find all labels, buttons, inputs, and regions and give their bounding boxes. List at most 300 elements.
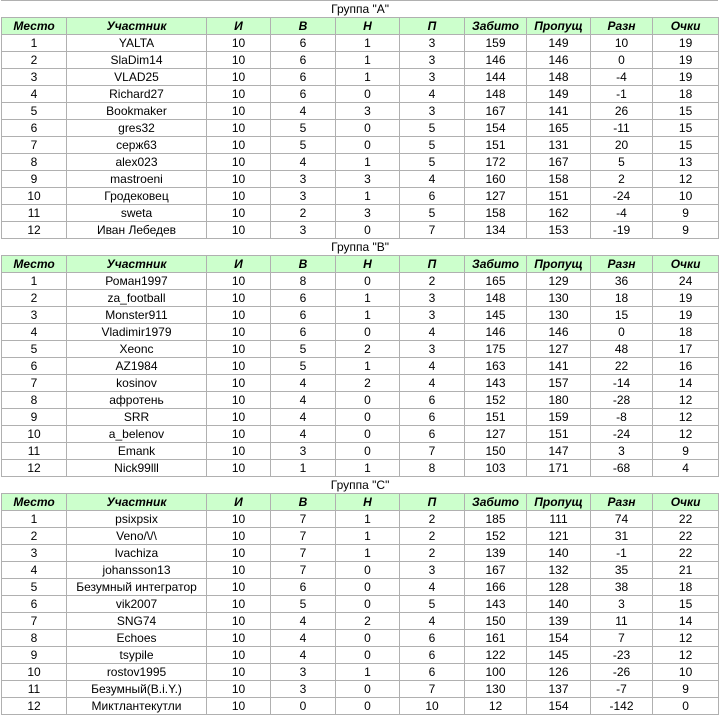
cell-difference: 31 bbox=[591, 528, 653, 545]
cell-played: 10 bbox=[207, 273, 271, 290]
cell-difference: 3 bbox=[591, 596, 653, 613]
cell-points: 16 bbox=[653, 358, 719, 375]
cell-losses: 3 bbox=[400, 69, 465, 86]
cell-scored: 146 bbox=[465, 324, 527, 341]
cell-difference: -8 bbox=[591, 409, 653, 426]
cell-wins: 4 bbox=[271, 409, 336, 426]
cell-losses: 4 bbox=[400, 324, 465, 341]
cell-draws: 1 bbox=[336, 460, 400, 477]
cell-participant: VLAD25 bbox=[67, 69, 207, 86]
cell-participant: Иван Лебедев bbox=[67, 222, 207, 239]
column-header-difference: Разн bbox=[591, 494, 653, 511]
table-row bbox=[2, 188, 719, 205]
cell-draws: 0 bbox=[336, 409, 400, 426]
cell-draws: 0 bbox=[336, 698, 400, 715]
cell-conceded: 126 bbox=[527, 664, 591, 681]
cell-scored: 134 bbox=[465, 222, 527, 239]
cell-wins: 5 bbox=[271, 341, 336, 358]
cell-played: 10 bbox=[207, 647, 271, 664]
cell-participant: kosinov bbox=[67, 375, 207, 392]
cell-difference: -7 bbox=[591, 681, 653, 698]
cell-conceded: 140 bbox=[527, 545, 591, 562]
cell-played: 10 bbox=[207, 511, 271, 528]
cell-conceded: 111 bbox=[527, 511, 591, 528]
cell-place: 6 bbox=[2, 358, 67, 375]
column-header-place: Место bbox=[2, 18, 67, 35]
cell-played: 10 bbox=[207, 409, 271, 426]
cell-played: 10 bbox=[207, 35, 271, 52]
cell-place: 12 bbox=[2, 460, 67, 477]
cell-played: 10 bbox=[207, 341, 271, 358]
cell-losses: 4 bbox=[400, 86, 465, 103]
cell-place: 4 bbox=[2, 86, 67, 103]
cell-participant: Echoes bbox=[67, 630, 207, 647]
column-header-played: И bbox=[207, 256, 271, 273]
cell-draws: 1 bbox=[336, 52, 400, 69]
column-header-losses: П bbox=[400, 18, 465, 35]
cell-place: 2 bbox=[2, 290, 67, 307]
table-row bbox=[2, 460, 719, 477]
cell-conceded: 141 bbox=[527, 103, 591, 120]
cell-participant: rostov1995 bbox=[67, 664, 207, 681]
cell-place: 10 bbox=[2, 188, 67, 205]
cell-scored: 152 bbox=[465, 392, 527, 409]
cell-conceded: 154 bbox=[527, 698, 591, 715]
column-header-row bbox=[2, 494, 719, 511]
cell-points: 19 bbox=[653, 307, 719, 324]
cell-points: 14 bbox=[653, 613, 719, 630]
cell-wins: 4 bbox=[271, 375, 336, 392]
cell-points: 15 bbox=[653, 596, 719, 613]
cell-draws: 0 bbox=[336, 120, 400, 137]
cell-conceded: 129 bbox=[527, 273, 591, 290]
cell-place: 7 bbox=[2, 375, 67, 392]
table-row bbox=[2, 307, 719, 324]
cell-draws: 1 bbox=[336, 290, 400, 307]
cell-draws: 0 bbox=[336, 562, 400, 579]
table-row bbox=[2, 86, 719, 103]
cell-wins: 3 bbox=[271, 681, 336, 698]
cell-place: 7 bbox=[2, 613, 67, 630]
cell-participant: Безумный(B.i.Y.) bbox=[67, 681, 207, 698]
cell-played: 10 bbox=[207, 681, 271, 698]
table-row bbox=[2, 375, 719, 392]
cell-difference: 0 bbox=[591, 324, 653, 341]
cell-scored: 148 bbox=[465, 290, 527, 307]
cell-place: 1 bbox=[2, 35, 67, 52]
cell-played: 10 bbox=[207, 426, 271, 443]
cell-points: 12 bbox=[653, 647, 719, 664]
cell-conceded: 157 bbox=[527, 375, 591, 392]
cell-scored: 12 bbox=[465, 698, 527, 715]
cell-played: 10 bbox=[207, 52, 271, 69]
cell-difference: 15 bbox=[591, 307, 653, 324]
cell-difference: -11 bbox=[591, 120, 653, 137]
cell-draws: 1 bbox=[336, 664, 400, 681]
cell-scored: 165 bbox=[465, 273, 527, 290]
cell-participant: tsypile bbox=[67, 647, 207, 664]
table-row bbox=[2, 545, 719, 562]
cell-place: 8 bbox=[2, 392, 67, 409]
table-row bbox=[2, 120, 719, 137]
table-row bbox=[2, 69, 719, 86]
cell-wins: 6 bbox=[271, 35, 336, 52]
group-title: Группа "А" bbox=[2, 1, 719, 18]
cell-difference: -24 bbox=[591, 188, 653, 205]
table-row bbox=[2, 698, 719, 715]
cell-conceded: 130 bbox=[527, 290, 591, 307]
cell-place: 1 bbox=[2, 273, 67, 290]
group-title-row bbox=[2, 1, 719, 18]
column-header-draws: Н bbox=[336, 494, 400, 511]
cell-wins: 1 bbox=[271, 460, 336, 477]
cell-draws: 0 bbox=[336, 392, 400, 409]
cell-participant: gres32 bbox=[67, 120, 207, 137]
cell-scored: 163 bbox=[465, 358, 527, 375]
cell-scored: 158 bbox=[465, 205, 527, 222]
cell-conceded: 127 bbox=[527, 341, 591, 358]
cell-scored: 127 bbox=[465, 426, 527, 443]
cell-played: 10 bbox=[207, 307, 271, 324]
table-row bbox=[2, 664, 719, 681]
cell-conceded: 147 bbox=[527, 443, 591, 460]
cell-participant: Emank bbox=[67, 443, 207, 460]
cell-points: 21 bbox=[653, 562, 719, 579]
cell-draws: 0 bbox=[336, 630, 400, 647]
cell-conceded: 146 bbox=[527, 52, 591, 69]
cell-losses: 4 bbox=[400, 358, 465, 375]
group-title-row bbox=[2, 477, 719, 494]
cell-points: 9 bbox=[653, 443, 719, 460]
cell-place: 11 bbox=[2, 681, 67, 698]
cell-wins: 6 bbox=[271, 324, 336, 341]
cell-played: 10 bbox=[207, 460, 271, 477]
cell-scored: 143 bbox=[465, 596, 527, 613]
standings-table bbox=[1, 0, 719, 715]
cell-participant: Nick99lll bbox=[67, 460, 207, 477]
table-row bbox=[2, 171, 719, 188]
cell-participant: серж63 bbox=[67, 137, 207, 154]
cell-difference: -1 bbox=[591, 86, 653, 103]
cell-scored: 161 bbox=[465, 630, 527, 647]
cell-draws: 2 bbox=[336, 375, 400, 392]
cell-place: 3 bbox=[2, 545, 67, 562]
cell-conceded: 171 bbox=[527, 460, 591, 477]
cell-wins: 3 bbox=[271, 188, 336, 205]
cell-place: 3 bbox=[2, 69, 67, 86]
cell-points: 19 bbox=[653, 35, 719, 52]
cell-wins: 3 bbox=[271, 443, 336, 460]
table-row bbox=[2, 443, 719, 460]
cell-points: 15 bbox=[653, 103, 719, 120]
cell-conceded: 130 bbox=[527, 307, 591, 324]
standings-body bbox=[2, 1, 719, 715]
cell-draws: 0 bbox=[336, 443, 400, 460]
cell-losses: 4 bbox=[400, 171, 465, 188]
cell-scored: 185 bbox=[465, 511, 527, 528]
cell-difference: -23 bbox=[591, 647, 653, 664]
column-header-wins: В bbox=[271, 256, 336, 273]
cell-played: 10 bbox=[207, 69, 271, 86]
cell-scored: 100 bbox=[465, 664, 527, 681]
cell-participant: lvachiza bbox=[67, 545, 207, 562]
cell-played: 10 bbox=[207, 664, 271, 681]
table-row bbox=[2, 630, 719, 647]
cell-participant: Richard27 bbox=[67, 86, 207, 103]
cell-place: 12 bbox=[2, 698, 67, 715]
cell-participant: Veno/\/\ bbox=[67, 528, 207, 545]
cell-points: 15 bbox=[653, 137, 719, 154]
column-header-participant: Участник bbox=[67, 256, 207, 273]
table-row bbox=[2, 154, 719, 171]
cell-scored: 150 bbox=[465, 613, 527, 630]
cell-points: 22 bbox=[653, 511, 719, 528]
cell-losses: 2 bbox=[400, 273, 465, 290]
cell-draws: 0 bbox=[336, 137, 400, 154]
group-title: Группа "С" bbox=[2, 477, 719, 494]
cell-played: 10 bbox=[207, 222, 271, 239]
cell-losses: 8 bbox=[400, 460, 465, 477]
cell-difference: -14 bbox=[591, 375, 653, 392]
cell-scored: 144 bbox=[465, 69, 527, 86]
cell-conceded: 162 bbox=[527, 205, 591, 222]
cell-losses: 5 bbox=[400, 596, 465, 613]
cell-participant: Роман1997 bbox=[67, 273, 207, 290]
cell-draws: 1 bbox=[336, 69, 400, 86]
cell-played: 10 bbox=[207, 630, 271, 647]
group-title-row bbox=[2, 239, 719, 256]
cell-wins: 4 bbox=[271, 630, 336, 647]
table-row bbox=[2, 222, 719, 239]
cell-scored: 151 bbox=[465, 137, 527, 154]
table-row bbox=[2, 392, 719, 409]
table-row bbox=[2, 35, 719, 52]
cell-played: 10 bbox=[207, 562, 271, 579]
cell-place: 3 bbox=[2, 307, 67, 324]
cell-participant: a_belenov bbox=[67, 426, 207, 443]
cell-losses: 6 bbox=[400, 647, 465, 664]
cell-wins: 6 bbox=[271, 52, 336, 69]
cell-conceded: 180 bbox=[527, 392, 591, 409]
cell-points: 12 bbox=[653, 426, 719, 443]
cell-losses: 6 bbox=[400, 630, 465, 647]
cell-difference: 0 bbox=[591, 52, 653, 69]
cell-losses: 4 bbox=[400, 613, 465, 630]
column-header-participant: Участник bbox=[67, 494, 207, 511]
cell-place: 2 bbox=[2, 528, 67, 545]
cell-scored: 148 bbox=[465, 86, 527, 103]
cell-draws: 3 bbox=[336, 103, 400, 120]
cell-points: 19 bbox=[653, 290, 719, 307]
column-header-difference: Разн bbox=[591, 256, 653, 273]
cell-wins: 4 bbox=[271, 426, 336, 443]
cell-played: 10 bbox=[207, 443, 271, 460]
cell-played: 10 bbox=[207, 579, 271, 596]
column-header-row bbox=[2, 256, 719, 273]
cell-points: 12 bbox=[653, 392, 719, 409]
cell-place: 10 bbox=[2, 664, 67, 681]
column-header-row bbox=[2, 18, 719, 35]
cell-conceded: 132 bbox=[527, 562, 591, 579]
cell-conceded: 149 bbox=[527, 35, 591, 52]
cell-draws: 0 bbox=[336, 647, 400, 664]
cell-difference: -4 bbox=[591, 69, 653, 86]
cell-scored: 143 bbox=[465, 375, 527, 392]
cell-losses: 3 bbox=[400, 307, 465, 324]
cell-participant: AZ1984 bbox=[67, 358, 207, 375]
cell-place: 2 bbox=[2, 52, 67, 69]
cell-draws: 0 bbox=[336, 324, 400, 341]
cell-losses: 5 bbox=[400, 154, 465, 171]
cell-participant: афротень bbox=[67, 392, 207, 409]
cell-losses: 6 bbox=[400, 188, 465, 205]
cell-place: 9 bbox=[2, 409, 67, 426]
cell-conceded: 153 bbox=[527, 222, 591, 239]
cell-points: 24 bbox=[653, 273, 719, 290]
cell-wins: 4 bbox=[271, 103, 336, 120]
cell-difference: -68 bbox=[591, 460, 653, 477]
cell-conceded: 165 bbox=[527, 120, 591, 137]
cell-scored: 154 bbox=[465, 120, 527, 137]
cell-losses: 3 bbox=[400, 35, 465, 52]
column-header-scored: Забито bbox=[465, 256, 527, 273]
cell-participant: SNG74 bbox=[67, 613, 207, 630]
column-header-draws: Н bbox=[336, 18, 400, 35]
cell-place: 5 bbox=[2, 579, 67, 596]
cell-difference: 10 bbox=[591, 35, 653, 52]
cell-difference: 22 bbox=[591, 358, 653, 375]
cell-participant: za_football bbox=[67, 290, 207, 307]
cell-conceded: 137 bbox=[527, 681, 591, 698]
cell-played: 10 bbox=[207, 188, 271, 205]
cell-points: 10 bbox=[653, 664, 719, 681]
cell-draws: 0 bbox=[336, 222, 400, 239]
cell-losses: 3 bbox=[400, 341, 465, 358]
table-row bbox=[2, 358, 719, 375]
cell-difference: -19 bbox=[591, 222, 653, 239]
cell-draws: 1 bbox=[336, 188, 400, 205]
cell-scored: 145 bbox=[465, 307, 527, 324]
column-header-losses: П bbox=[400, 256, 465, 273]
cell-played: 10 bbox=[207, 137, 271, 154]
cell-conceded: 154 bbox=[527, 630, 591, 647]
cell-losses: 10 bbox=[400, 698, 465, 715]
cell-scored: 139 bbox=[465, 545, 527, 562]
cell-participant: SlaDim14 bbox=[67, 52, 207, 69]
cell-draws: 0 bbox=[336, 596, 400, 613]
cell-wins: 3 bbox=[271, 171, 336, 188]
cell-played: 10 bbox=[207, 392, 271, 409]
cell-losses: 6 bbox=[400, 664, 465, 681]
table-row bbox=[2, 137, 719, 154]
cell-played: 10 bbox=[207, 375, 271, 392]
cell-difference: 36 bbox=[591, 273, 653, 290]
cell-scored: 103 bbox=[465, 460, 527, 477]
cell-played: 10 bbox=[207, 545, 271, 562]
cell-conceded: 151 bbox=[527, 188, 591, 205]
cell-place: 1 bbox=[2, 511, 67, 528]
table-row bbox=[2, 511, 719, 528]
cell-draws: 0 bbox=[336, 273, 400, 290]
table-row bbox=[2, 681, 719, 698]
column-header-scored: Забито bbox=[465, 494, 527, 511]
cell-points: 12 bbox=[653, 171, 719, 188]
cell-participant: Monster911 bbox=[67, 307, 207, 324]
cell-participant: vik2007 bbox=[67, 596, 207, 613]
table-row bbox=[2, 409, 719, 426]
cell-draws: 0 bbox=[336, 86, 400, 103]
cell-losses: 2 bbox=[400, 511, 465, 528]
cell-wins: 3 bbox=[271, 664, 336, 681]
cell-scored: 130 bbox=[465, 681, 527, 698]
table-row bbox=[2, 290, 719, 307]
cell-points: 18 bbox=[653, 324, 719, 341]
column-header-conceded: Пропущ bbox=[527, 256, 591, 273]
cell-losses: 7 bbox=[400, 681, 465, 698]
cell-played: 10 bbox=[207, 358, 271, 375]
column-header-conceded: Пропущ bbox=[527, 494, 591, 511]
table-row bbox=[2, 579, 719, 596]
cell-conceded: 146 bbox=[527, 324, 591, 341]
cell-participant: sweta bbox=[67, 205, 207, 222]
cell-draws: 1 bbox=[336, 307, 400, 324]
column-header-played: И bbox=[207, 494, 271, 511]
cell-points: 19 bbox=[653, 69, 719, 86]
cell-points: 4 bbox=[653, 460, 719, 477]
cell-difference: 2 bbox=[591, 171, 653, 188]
cell-losses: 2 bbox=[400, 545, 465, 562]
cell-points: 9 bbox=[653, 205, 719, 222]
cell-played: 10 bbox=[207, 596, 271, 613]
table-row bbox=[2, 341, 719, 358]
table-row bbox=[2, 613, 719, 630]
cell-place: 4 bbox=[2, 562, 67, 579]
cell-participant: alex023 bbox=[67, 154, 207, 171]
cell-scored: 150 bbox=[465, 443, 527, 460]
column-header-draws: Н bbox=[336, 256, 400, 273]
cell-place: 10 bbox=[2, 426, 67, 443]
cell-wins: 5 bbox=[271, 137, 336, 154]
cell-difference: 3 bbox=[591, 443, 653, 460]
cell-place: 8 bbox=[2, 630, 67, 647]
table-row bbox=[2, 528, 719, 545]
column-header-points: Очки bbox=[653, 18, 719, 35]
cell-wins: 4 bbox=[271, 154, 336, 171]
cell-played: 10 bbox=[207, 290, 271, 307]
cell-participant: Безумный интегратор bbox=[67, 579, 207, 596]
cell-wins: 0 bbox=[271, 698, 336, 715]
cell-losses: 3 bbox=[400, 290, 465, 307]
cell-conceded: 151 bbox=[527, 426, 591, 443]
cell-losses: 3 bbox=[400, 52, 465, 69]
cell-played: 10 bbox=[207, 324, 271, 341]
cell-wins: 4 bbox=[271, 647, 336, 664]
column-header-points: Очки bbox=[653, 494, 719, 511]
cell-points: 0 bbox=[653, 698, 719, 715]
cell-points: 18 bbox=[653, 579, 719, 596]
cell-played: 10 bbox=[207, 120, 271, 137]
cell-place: 11 bbox=[2, 205, 67, 222]
cell-draws: 0 bbox=[336, 579, 400, 596]
cell-wins: 6 bbox=[271, 579, 336, 596]
cell-difference: 11 bbox=[591, 613, 653, 630]
cell-participant: Vladimir1979 bbox=[67, 324, 207, 341]
cell-place: 6 bbox=[2, 120, 67, 137]
cell-scored: 151 bbox=[465, 409, 527, 426]
cell-points: 22 bbox=[653, 545, 719, 562]
cell-losses: 7 bbox=[400, 443, 465, 460]
cell-participant: johansson13 bbox=[67, 562, 207, 579]
